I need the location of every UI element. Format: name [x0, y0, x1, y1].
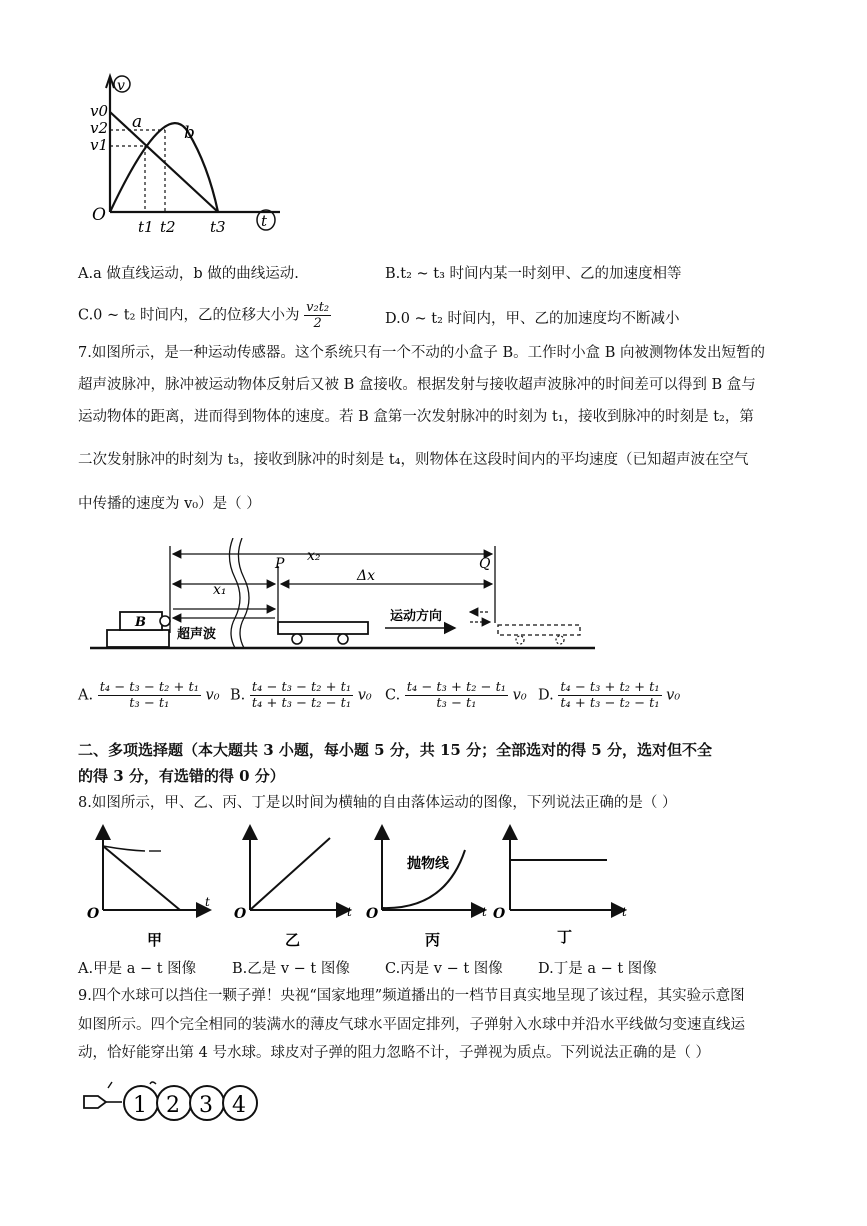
q6-label-v0: v0	[90, 102, 109, 120]
q7-label-p: P	[275, 556, 285, 572]
q8-graph-bing	[366, 826, 487, 949]
q7-option-a	[78, 680, 220, 711]
q6-option-c-num: v₂t₂	[306, 300, 330, 315]
q7-option-d-den: t₄ + t₃ − t₂ − t₁	[560, 696, 660, 711]
q8-option-d: D.丁是 a − t 图像	[538, 961, 657, 977]
q6-vt-graph	[80, 70, 300, 240]
q6-option-c	[78, 300, 331, 331]
q7-option-c-den: t₃ − t₁	[436, 696, 477, 711]
q7-option-d-tail: v₀	[666, 687, 681, 704]
water-ball-3-label: 3	[199, 1093, 213, 1118]
q9-line-3: 动，恰好能穿出第 4 号水球。球皮对子弹的阻力忽略不计，子弹视为质点。下列说法正确的是（ ）	[78, 1045, 711, 1061]
q7-label-q: Q	[479, 556, 491, 572]
q8-jia-origin: O	[87, 906, 100, 922]
q7-option-b-tail: v₀	[357, 687, 372, 704]
q7-option-b-label: B.	[230, 687, 246, 704]
q8-jia-label: 甲	[147, 931, 163, 949]
q8-option-c: C.丙是 v − t 图像	[385, 961, 503, 977]
q6-label-t2: t2	[160, 218, 176, 236]
q7-line-1: 7.如图所示，是一种运动传感器。这个系统只有一个不动的小盒子 B。工作时小盒 B 向被测物体发出短暂的	[78, 345, 765, 361]
q7-line-5: 中传播的速度为 v₀）是（ ）	[78, 496, 261, 512]
q7-label-wave: 超声波	[177, 627, 217, 642]
q6-label-b: b	[184, 123, 195, 143]
q8-yi-t: t	[347, 905, 352, 919]
q7-line-4: 二次发射脉冲的时刻为 t₃，接收到脉冲的时刻是 t₄，则物体在这段时间内的平均速度（已知超声波在空气	[78, 452, 749, 468]
q8-option-a: A.甲是 a − t 图像	[78, 961, 197, 977]
q6-option-b: B.t₂ ~ t₃ 时间内某一时刻甲、乙的加速度相等	[385, 266, 682, 282]
q6-option-a: A.a 做直线运动，b 做的曲线运动.	[78, 266, 299, 282]
q7-option-b	[230, 680, 372, 711]
q6-axis-t: t	[261, 212, 268, 230]
q7-label-x2: x₂	[307, 548, 321, 564]
q8-graphs	[85, 820, 645, 955]
q8-bing-label: 丙	[425, 931, 441, 949]
q8-ding-label: 丁	[557, 928, 573, 946]
q6-option-c-fraction	[304, 300, 331, 331]
q6-option-c-text: C.0 ~ t₂ 时间内，乙的位移大小为	[78, 307, 300, 324]
q7-option-c-tail: v₀	[512, 687, 527, 704]
q7-option-a-den: t₃ − t₁	[129, 696, 170, 711]
q7-option-b-num: t₄ − t₃ − t₂ + t₁	[251, 680, 352, 695]
q7-option-c	[385, 680, 527, 711]
q6-label-a: a	[132, 112, 143, 132]
water-ball-4-label: 4	[232, 1093, 246, 1118]
q8-yi-origin: O	[234, 906, 247, 922]
q8-ding-t: t	[622, 905, 627, 919]
q6-label-t1: t1	[138, 218, 154, 236]
q7-option-c-num: t₄ − t₃ + t₂ − t₁	[406, 680, 507, 695]
q7-line-2: 超声波脉冲，脉冲被运动物体反射后又被 B 盒接收。根据发射与接收超声波脉冲的时间差可以得到 B 盒与	[78, 377, 756, 393]
q7-label-dx: Δx	[357, 568, 376, 584]
q6-origin: O	[92, 205, 106, 225]
q6-option-d: D.0 ~ t₂ 时间内，甲、乙的加速度均不断减小	[385, 311, 680, 327]
q8-graph-ding	[493, 826, 627, 946]
q8-jia-t: t	[205, 895, 210, 909]
q6-label-v1: v1	[90, 136, 109, 154]
q8-graph-yi	[234, 826, 352, 949]
q7-option-b-den: t₄ + t₃ − t₂ − t₁	[251, 696, 352, 711]
q8-graph-jia	[87, 826, 210, 949]
q6-axis-v: v	[117, 78, 125, 94]
q7-option-a-num: t₄ − t₃ − t₂ + t₁	[99, 680, 199, 695]
q6-curve-b	[110, 123, 218, 212]
q8-yi-label: 乙	[285, 931, 301, 949]
q7-line-3: 运动物体的距离，进而得到物体的速度。若 B 盒第一次发射脉冲的时刻为 t₁，接收到脉冲的时刻是 t₂，第	[78, 409, 754, 425]
q7-label-x1: x₁	[213, 582, 227, 598]
q9-line-1: 9.四个水球可以挡住一颗子弹！央视“国家地理”频道播出的一档节目真实地呈现了该过程，其实验示意图	[78, 988, 745, 1004]
q7-label-b: B	[135, 615, 146, 630]
section2-heading-line2: 的得 3 分，有选错的得 0 分）	[78, 767, 285, 785]
q6-label-v2: v2	[90, 119, 109, 137]
q8-option-b: B.乙是 v − t 图像	[232, 961, 350, 977]
q9-water-balls-figure	[80, 1078, 280, 1128]
bullet-icon	[84, 1096, 106, 1108]
water-ball-1-label: 1	[133, 1093, 147, 1118]
q8-bing-t: t	[482, 905, 487, 919]
q7-label-direction: 运动方向	[390, 609, 443, 624]
q6-label-t3: t3	[210, 218, 226, 236]
q7-option-a-tail: v₀	[205, 687, 220, 704]
q6-option-c-den: 2	[313, 316, 322, 331]
q7-option-c-label: C.	[385, 687, 401, 704]
water-ball-2-label: 2	[166, 1093, 180, 1118]
section2-heading-line1: 二、多项选择题（本大题共 3 小题，每小题 5 分，共 15 分；全部选对的得 5 分，选对但不全	[78, 741, 712, 759]
q8-bing-parabola: 抛物线	[407, 856, 449, 872]
q8-ding-origin: O	[493, 906, 506, 922]
q7-option-a-label: A.	[78, 687, 94, 704]
q9-line-2: 如图所示。四个完全相同的装满水的薄皮气球水平固定排列，子弹射入水球中并沿水平线做匀变速直线运	[78, 1017, 745, 1033]
q7-option-d-num: t₄ − t₃ + t₂ + t₁	[560, 680, 660, 695]
q7-sensor-figure	[85, 538, 605, 658]
q7-option-d-label: D.	[538, 687, 554, 704]
q8-stem: 8.如图所示，甲、乙、丙、丁是以时间为横轴的自由落体运动的图像，下列说法正确的是（ ）	[78, 795, 677, 811]
q7-option-d	[538, 680, 680, 711]
q8-bing-origin: O	[366, 906, 379, 922]
